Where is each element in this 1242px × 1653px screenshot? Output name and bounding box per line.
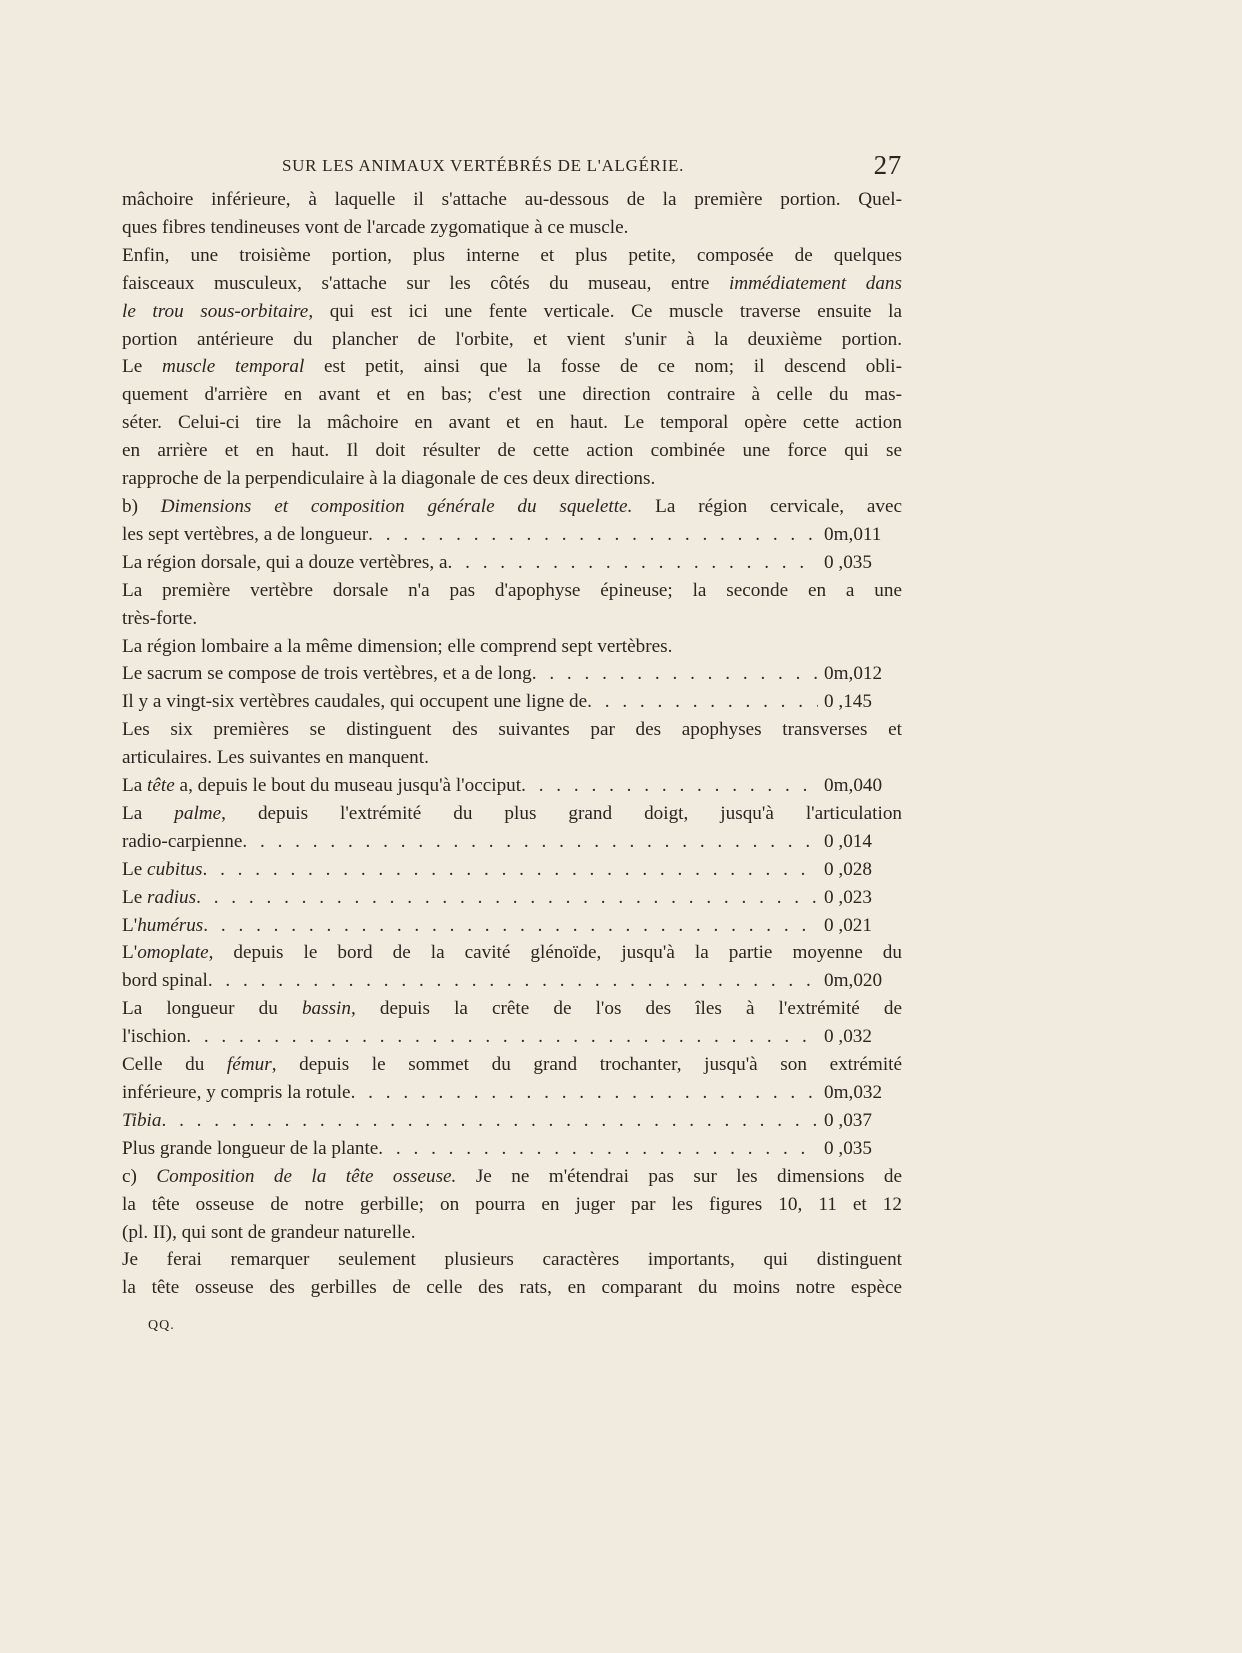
- text-line: articulaires. Les suivantes en manquent.: [122, 747, 429, 769]
- measurement-value: 0 ,014: [824, 830, 872, 852]
- text-line: la tête osseuse de notre gerbille; on pourra en juger par les figures 10, 11 et 12: [122, 1193, 902, 1215]
- text-line: La palme, depuis l'extrémité du plus grand doigt, jusqu'à l'articulation: [122, 802, 903, 824]
- measurement-value: 0m,012: [824, 663, 883, 685]
- leader-dots: [378, 1135, 818, 1163]
- measurement-label: La tête a, depuis le bout du museau jusqu'à l'occiput: [122, 775, 522, 797]
- measurement-value: 0m,011: [824, 523, 882, 545]
- measurement-line: [122, 856, 902, 884]
- measurement-line: [122, 828, 902, 856]
- text-line: la tête osseuse des gerbilles de celle des rats, en comparant du moins notre espèce: [122, 1277, 902, 1299]
- leader-dots: [161, 1107, 818, 1135]
- text-line: Enfin, une troisième portion, plus interne et plus petite, composée de quelques: [122, 244, 902, 266]
- measurement-label: radio-carpienne: [122, 830, 243, 852]
- text-line: Celle du fémur, depuis le sommet du grand trochanter, jusqu'à son extrémité: [122, 1054, 903, 1076]
- measurement-line: [122, 1079, 902, 1107]
- measurement-value: 0m,040: [824, 775, 883, 797]
- text-line: La première vertèbre dorsale n'a pas d'apophyse épineuse; la seconde en a une: [122, 579, 902, 601]
- measurement-label: inférieure, y compris la rotule: [122, 1082, 351, 1103]
- measurement-label: Le cubitus: [122, 858, 203, 880]
- measurement-line: [122, 884, 902, 912]
- measurement-value: 0m,020: [824, 970, 883, 992]
- text-line: en arrière et en haut. Il doit résulter de cette action combinée une force qui se: [122, 440, 902, 462]
- text-line: rapproche de la perpendiculaire à la diagonale de ces deux directions.: [122, 468, 656, 490]
- leader-dots: [203, 912, 818, 940]
- measurement-value: 0 ,023: [824, 886, 872, 908]
- measurement-line: [122, 1135, 902, 1163]
- text-line: le trou sous-orbitaire, qui est ici une fente verticale. Ce muscle traverse ensuite la: [122, 300, 902, 322]
- measurement-line: [122, 772, 902, 800]
- text-line: faisceaux musculeux, s'attache sur les côtés du museau, entre immédiatement dans: [122, 272, 902, 294]
- leader-dots: [208, 967, 818, 995]
- measurement-label: Le sacrum se compose de trois vertèbres, et a de long: [122, 663, 532, 685]
- leader-dots: [242, 828, 818, 856]
- measurement-label: Il y a vingt-six vertèbres caudales, qui occupent une ligne de: [122, 691, 588, 713]
- measurement-value: 0m,032: [824, 1082, 883, 1103]
- measurement-value: 0 ,028: [824, 858, 872, 880]
- running-title: SUR LES ANIMAUX VERTÉBRÉS DE L'ALGÉRIE.: [282, 156, 685, 175]
- measurement-line: [122, 688, 902, 716]
- text-line: très-forte.: [122, 607, 198, 629]
- measurement-line: [122, 967, 902, 995]
- measurement-line: [122, 549, 902, 577]
- leader-dots: [587, 688, 818, 716]
- measurement-line: [122, 912, 902, 940]
- page-number: 27: [873, 150, 902, 180]
- measurement-value: 0 ,032: [824, 1026, 872, 1048]
- measurement-label: L'humérus: [122, 914, 204, 936]
- text-line: (pl. II), qui sont de grandeur naturelle.: [122, 1221, 416, 1243]
- text-line: L'omoplate, depuis le bord de la cavité glénoïde, jusqu'à la partie moyenne du: [122, 942, 902, 964]
- leader-dots: [532, 660, 818, 688]
- text-line: Le muscle temporal est petit, ainsi que la fosse de ce nom; il descend obli-: [122, 356, 902, 378]
- signature-mark: QQ.: [148, 1318, 175, 1333]
- leader-dots: [521, 772, 818, 800]
- text-line: quement d'arrière en avant et en bas; c'est une direction contraire à celle du mas-: [122, 384, 902, 406]
- measurement-line: [122, 1023, 902, 1051]
- measurement-value: 0 ,035: [824, 1137, 872, 1159]
- text-line: b) Dimensions et composition générale du squelette. La région cervicale, avec: [122, 495, 903, 517]
- measurement-value: 0 ,037: [824, 1109, 872, 1131]
- text-line: Je ferai remarquer seulement plusieurs caractères importants, qui distinguent: [122, 1249, 902, 1271]
- text-line: mâchoire inférieure, à laquelle il s'attache au-dessous de la première portion. Quel-: [122, 189, 902, 210]
- measurement-label: Plus grande longueur de la plante: [122, 1137, 379, 1159]
- measurement-label: La région dorsale, qui a douze vertèbres, a: [122, 551, 448, 573]
- text-line: portion antérieure du plancher de l'orbite, et vient s'unir à la deuxième portion.: [122, 328, 902, 350]
- leader-dots: [202, 856, 818, 884]
- text-line: séter. Celui-ci tire la mâchoire en avant et en haut. Le temporal opère cette action: [122, 412, 902, 434]
- leader-dots: [186, 1023, 818, 1051]
- measurement-label: Le radius: [122, 886, 197, 908]
- body-text: [122, 186, 902, 1302]
- measurement-value: 0 ,021: [824, 914, 872, 936]
- leader-dots: [368, 521, 818, 549]
- text-line: c) Composition de la tête osseuse. Je ne m'étendrai pas sur les dimensions de: [122, 1165, 903, 1187]
- measurement-value: 0 ,145: [824, 691, 872, 713]
- measurement-label: bord spinal: [122, 970, 208, 992]
- measurement-label: l'ischion: [122, 1026, 187, 1048]
- leader-dots: [448, 549, 818, 577]
- text-line: La longueur du bassin, depuis la crête de l'os des îles à l'extrémité de: [122, 998, 903, 1020]
- measurement-label: Tibia: [122, 1109, 162, 1131]
- leader-dots: [351, 1079, 818, 1107]
- measurement-line: [122, 660, 902, 688]
- measurement-line: [122, 1107, 902, 1135]
- text-line: ques fibres tendineuses vont de l'arcade zygomatique à ce muscle.: [122, 216, 629, 238]
- text-line: La région lombaire a la même dimension; elle comprend sept vertèbres.: [122, 635, 673, 657]
- text-line: Les six premières se distinguent des suivantes par des apophyses transverses et: [122, 719, 902, 741]
- leader-dots: [196, 884, 818, 912]
- measurement-label: les sept vertèbres, a de longueur: [122, 523, 369, 545]
- measurement-line: [122, 521, 902, 549]
- measurement-value: 0 ,035: [824, 551, 872, 573]
